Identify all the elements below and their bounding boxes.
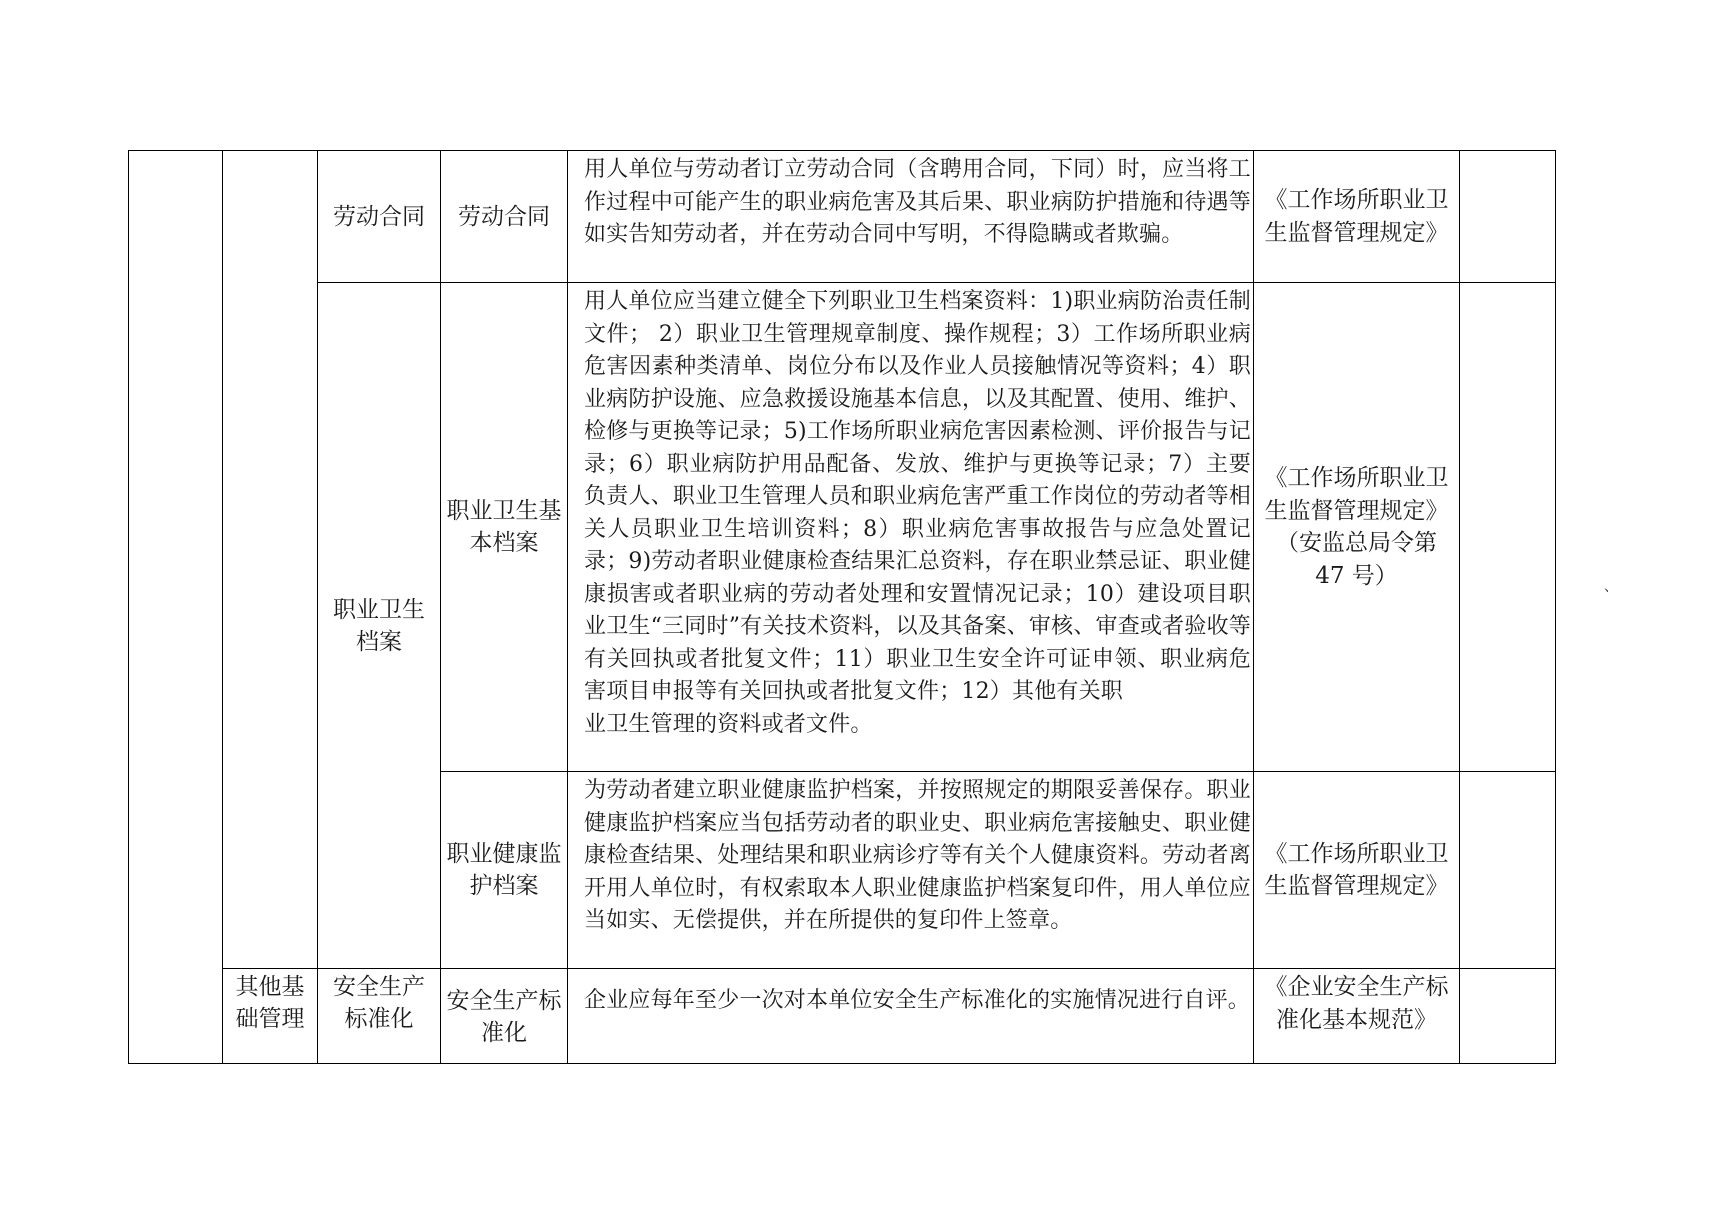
basis-cell (1254, 969, 1460, 1064)
table-row-safety-standardization (129, 969, 1556, 1064)
table-row-labor-contract (129, 151, 1556, 283)
requirement-text (568, 283, 1253, 771)
item-cell (318, 969, 441, 1064)
remark-cell (1460, 283, 1556, 772)
subitem-cell (441, 151, 568, 283)
requirement-text: 企业应每年至少一次对本单位安全生产标准化的实施情况进行自评。 (584, 988, 1251, 1013)
subcategory-label: 其他基础管理 (235, 974, 305, 1032)
requirement-cell (568, 151, 1254, 283)
subitem-label: 劳动合同 (458, 203, 550, 230)
requirement-cell (568, 772, 1254, 969)
subitem-label: 职业健康监护档案 (446, 841, 562, 899)
item-label: 职业卫生档案 (333, 596, 425, 655)
basis-cell (1254, 772, 1460, 969)
subitem-label: 安全生产标准化 (446, 988, 562, 1046)
margin-mark: 、 (1604, 579, 1618, 595)
subcategory-cell (223, 969, 318, 1064)
legal-basis: 《工作场所职业卫生监督管理规定》 (1264, 840, 1449, 899)
legal-basis: 《工作场所职业卫生监督管理规定》（安监总局令第 47 号） (1264, 465, 1449, 589)
requirement-text: 用人单位与劳动者订立劳动合同（含聘用合同，下同）时，应当将工作过程中可能产生的职业病危害及其后果、职业病防护措施和待遇等如实告知劳动者，并在劳动合同中写明，不得隐瞒或者欺骗。 (584, 157, 1251, 247)
remark-cell (1460, 151, 1556, 283)
requirement-cell (568, 283, 1254, 772)
subitem-cell (441, 283, 568, 772)
subitem-cell (441, 969, 568, 1064)
legal-basis: 《企业安全生产标准化基本规范》 (1264, 974, 1449, 1033)
requirement-text-main: 用人单位应当建立健全下列职业卫生档案资料：1)职业病防治责任制文件； 2）职业卫生管理规章制度、操作规程；3）工作场所职业病危害因素种类清单、岗位分布以及作业人员接触情况等资料；4）职业病防护设施、应急救援设施基本信息，以及其配置、使用、维护、检修与更换等记录；5)工作场所职业病危害因素检测、评价报告与记录；6）职业病防护用品配备、发放、维护与更换等记录；7）主要负责人、职业卫生管理人员和职业病危害严重工作岗位的劳动者等相关人员职业卫生培训资料；8）职业病危害事故报告与应急处置记录；9)劳动者职业健康检查结果汇总资料，存在职业禁忌证、职业健康损害或者职业病的劳动者处理和安置情况记录；10）建设项目职业卫生“三同时”有关技术资料，以及其备案、审核、审查或者验收等有关回执或者批复文件；11）职业卫生安全许可证申领、职业病危害项目申报等有关回执或者批复文件；12）其他有关职 (584, 289, 1251, 704)
item-label: 安全生产标准化 (333, 974, 425, 1032)
basis-cell (1254, 151, 1460, 283)
remark-cell (1460, 969, 1556, 1064)
requirement-cell (568, 969, 1254, 1064)
subitem-label: 职业卫生基本档案 (446, 498, 562, 556)
item-cell (318, 283, 441, 969)
subcategory-cell (223, 151, 318, 969)
remark-cell (1460, 772, 1556, 969)
legal-basis: 《工作场所职业卫生监督管理规定》 (1264, 187, 1449, 246)
regulation-table (128, 150, 1556, 1064)
category-cell (129, 151, 223, 1064)
item-cell (318, 151, 441, 283)
requirement-text: 为劳动者建立职业健康监护档案，并按照规定的期限妥善保存。职业健康监护档案应当包括劳动者的职业史、职业病危害接触史、职业健康检查结果、处理结果和职业病诊疗等有关个人健康资料。劳动者离开用人单位时，有权索取本人职业健康监护档案复印件，用人单位应当如实、无偿提供，并在所提供的复印件上签章。 (584, 778, 1251, 933)
subitem-cell (441, 772, 568, 969)
table-row-occupational-health-records (129, 283, 1556, 772)
basis-cell (1254, 283, 1460, 772)
item-label: 劳动合同 (333, 203, 425, 230)
requirement-text-tail: 业卫生管理的资料或者文件。 (584, 711, 873, 737)
